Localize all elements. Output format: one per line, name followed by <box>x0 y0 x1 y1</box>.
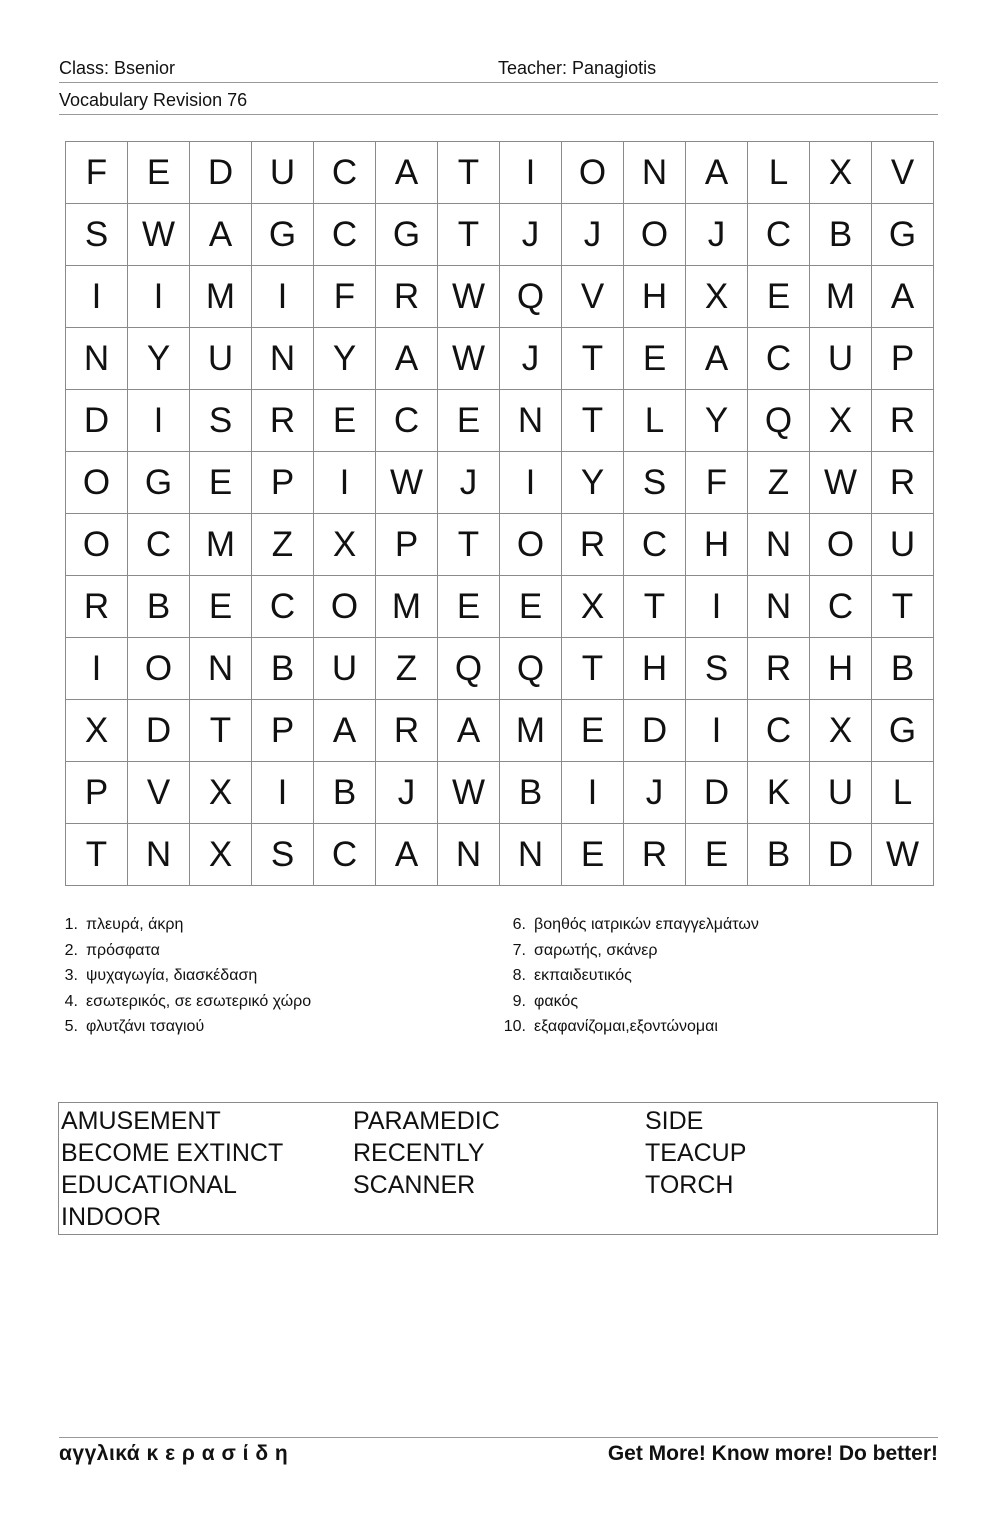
grid-row <box>66 576 934 638</box>
grid-cell[interactable]: P <box>66 762 128 824</box>
grid-cell[interactable]: P <box>376 514 438 576</box>
word-bank-word: TEACUP <box>645 1139 747 1167</box>
clue-text: σαρωτής, σκάνερ <box>534 941 658 959</box>
grid-row <box>66 700 934 762</box>
grid-cell[interactable]: T <box>66 824 128 886</box>
grid-cell[interactable]: S <box>190 390 252 452</box>
word-bank-word: SCANNER <box>353 1171 476 1199</box>
word-search-grid <box>65 141 934 886</box>
footer-slogan: Get More! Know more! Do better! <box>607 1442 938 1465</box>
clue-number: 5. <box>64 1018 78 1035</box>
grid-cell[interactable]: D <box>810 824 872 886</box>
grid-cell[interactable]: E <box>624 328 686 390</box>
clue-text: φλυτζάνι τσαγιού <box>86 1018 205 1035</box>
grid-cell[interactable]: Y <box>314 328 376 390</box>
grid-cell[interactable]: T <box>562 328 624 390</box>
grid-cell[interactable]: A <box>438 700 500 762</box>
grid-cell[interactable]: B <box>252 638 314 700</box>
grid-cell[interactable]: T <box>872 576 934 638</box>
header-row <box>59 58 938 83</box>
grid-cell[interactable]: S <box>686 638 748 700</box>
grid-cell[interactable]: M <box>500 700 562 762</box>
clue-number: 1. <box>64 916 78 933</box>
clue-item <box>496 938 759 964</box>
word-bank-column <box>645 1105 746 1201</box>
clue-text: ψυχαγωγία, διασκέδαση <box>86 967 258 984</box>
grid-cell[interactable]: W <box>438 266 500 328</box>
grid-cell[interactable]: G <box>376 204 438 266</box>
grid-cell[interactable]: R <box>872 390 934 452</box>
grid-cell[interactable]: T <box>624 576 686 638</box>
grid-cell[interactable]: E <box>128 142 190 204</box>
grid-cell[interactable]: O <box>810 514 872 576</box>
grid-cell[interactable]: O <box>66 452 128 514</box>
grid-cell[interactable]: O <box>562 142 624 204</box>
grid-cell[interactable]: A <box>376 824 438 886</box>
grid-cell[interactable]: K <box>748 762 810 824</box>
grid-cell[interactable]: G <box>872 204 934 266</box>
grid-cell[interactable]: C <box>376 390 438 452</box>
grid-cell[interactable]: Q <box>500 638 562 700</box>
grid-cell[interactable]: U <box>190 328 252 390</box>
grid-cell[interactable]: S <box>252 824 314 886</box>
grid-cell[interactable]: H <box>810 638 872 700</box>
grid-row <box>66 762 934 824</box>
grid-row <box>66 638 934 700</box>
grid-cell[interactable]: B <box>128 576 190 638</box>
word-bank-column <box>61 1105 283 1233</box>
clue-number: 10. <box>503 1018 526 1035</box>
grid-row <box>66 390 934 452</box>
grid-cell[interactable]: Z <box>748 452 810 514</box>
class-label: Class: Bsenior <box>59 58 176 78</box>
grid-cell[interactable]: R <box>872 452 934 514</box>
grid-cell[interactable]: B <box>748 824 810 886</box>
grid-cell[interactable]: B <box>314 762 376 824</box>
clue-text: εκπαιδευτικός <box>534 967 632 984</box>
grid-row <box>66 204 934 266</box>
grid-cell[interactable]: U <box>314 638 376 700</box>
grid-cell[interactable]: X <box>314 514 376 576</box>
grid-cell[interactable]: R <box>376 266 438 328</box>
grid-cell[interactable]: I <box>500 142 562 204</box>
grid-cell[interactable]: A <box>686 328 748 390</box>
grid-cell[interactable]: C <box>314 142 376 204</box>
grid-cell[interactable]: X <box>810 700 872 762</box>
grid-cell[interactable]: W <box>872 824 934 886</box>
grid-cell[interactable]: V <box>562 266 624 328</box>
grid-cell[interactable]: D <box>66 390 128 452</box>
clue-text: πρόσφατα <box>86 941 160 959</box>
grid-cell[interactable]: E <box>314 390 376 452</box>
grid-cell[interactable]: W <box>438 328 500 390</box>
grid-row <box>66 514 934 576</box>
grid-cell[interactable]: Y <box>128 328 190 390</box>
grid-cell[interactable]: E <box>562 700 624 762</box>
grid-cell[interactable]: V <box>872 142 934 204</box>
clue-text: φακός <box>534 992 579 1010</box>
clue-list-right <box>496 912 759 1040</box>
grid-cell[interactable]: A <box>376 142 438 204</box>
grid-cell[interactable]: E <box>686 824 748 886</box>
word-bank <box>58 1102 938 1235</box>
grid-cell[interactable]: O <box>66 514 128 576</box>
grid-cell[interactable]: D <box>128 700 190 762</box>
grid-cell[interactable]: C <box>748 204 810 266</box>
grid-cell[interactable]: I <box>66 266 128 328</box>
grid-cell[interactable]: Y <box>686 390 748 452</box>
grid-cell[interactable]: N <box>748 576 810 638</box>
grid-cell[interactable]: Z <box>252 514 314 576</box>
grid-cell[interactable]: I <box>252 762 314 824</box>
word-bank-word: TORCH <box>645 1171 734 1199</box>
clue-number: 8. <box>512 967 526 984</box>
grid-cell[interactable]: N <box>252 328 314 390</box>
grid-cell[interactable]: J <box>500 204 562 266</box>
grid-cell[interactable]: J <box>562 204 624 266</box>
grid-cell[interactable]: N <box>500 390 562 452</box>
grid-cell[interactable]: M <box>190 266 252 328</box>
word-bank-word: INDOOR <box>61 1203 161 1231</box>
grid-cell[interactable]: X <box>810 142 872 204</box>
grid-cell[interactable]: I <box>128 390 190 452</box>
grid-cell[interactable]: S <box>624 452 686 514</box>
clue-item <box>56 938 311 964</box>
grid-row <box>66 824 934 886</box>
grid-cell[interactable]: N <box>128 824 190 886</box>
grid-cell[interactable]: W <box>376 452 438 514</box>
clue-item <box>496 963 759 989</box>
grid-cell[interactable]: C <box>314 824 376 886</box>
grid-cell[interactable]: D <box>624 700 686 762</box>
grid-cell[interactable]: P <box>252 700 314 762</box>
clue-list-left <box>56 912 311 1040</box>
clue-number: 4. <box>64 992 78 1010</box>
grid-cell[interactable]: C <box>252 576 314 638</box>
grid-cell[interactable]: U <box>872 514 934 576</box>
grid-cell[interactable]: O <box>500 514 562 576</box>
grid-cell[interactable]: C <box>624 514 686 576</box>
grid-cell[interactable]: J <box>624 762 686 824</box>
grid-cell[interactable]: U <box>810 762 872 824</box>
grid-cell[interactable]: A <box>314 700 376 762</box>
grid-cell[interactable]: R <box>748 638 810 700</box>
grid-cell[interactable]: Y <box>562 452 624 514</box>
grid-cell[interactable]: I <box>686 700 748 762</box>
clue-item <box>496 1014 759 1040</box>
grid-cell[interactable]: I <box>66 638 128 700</box>
grid-cell[interactable]: W <box>128 204 190 266</box>
grid-cell[interactable]: N <box>438 824 500 886</box>
grid-cell[interactable]: I <box>500 452 562 514</box>
page-title: Vocabulary Revision 76 <box>59 90 248 110</box>
grid-cell[interactable]: X <box>66 700 128 762</box>
grid-cell[interactable]: E <box>562 824 624 886</box>
grid-cell[interactable]: X <box>686 266 748 328</box>
grid-cell[interactable]: A <box>872 266 934 328</box>
grid-cell[interactable]: I <box>314 452 376 514</box>
grid-cell[interactable]: F <box>686 452 748 514</box>
grid-row <box>66 266 934 328</box>
footer-divider <box>59 1437 938 1438</box>
grid-cell[interactable]: F <box>314 266 376 328</box>
word-bank-word: RECENTLY <box>353 1139 485 1167</box>
grid-cell[interactable]: G <box>252 204 314 266</box>
grid-cell[interactable]: C <box>810 576 872 638</box>
clue-item <box>56 989 311 1015</box>
grid-cell[interactable]: R <box>252 390 314 452</box>
clue-number: 2. <box>64 941 78 959</box>
grid-cell[interactable]: E <box>190 452 252 514</box>
grid-cell[interactable]: B <box>500 762 562 824</box>
grid-row <box>66 142 934 204</box>
grid-cell[interactable]: T <box>190 700 252 762</box>
grid-cell[interactable]: W <box>810 452 872 514</box>
grid-cell[interactable]: L <box>748 142 810 204</box>
grid-cell[interactable]: R <box>624 824 686 886</box>
grid-cell[interactable]: E <box>190 576 252 638</box>
grid-cell[interactable]: H <box>624 638 686 700</box>
clue-item <box>56 912 311 938</box>
word-bank-word: BECOME EXTINCT <box>61 1139 284 1167</box>
grid-cell[interactable]: H <box>624 266 686 328</box>
grid-cell[interactable]: Q <box>500 266 562 328</box>
clue-number: 6. <box>512 916 526 933</box>
grid-row <box>66 328 934 390</box>
grid-cell[interactable]: D <box>190 142 252 204</box>
grid-cell[interactable]: I <box>252 266 314 328</box>
grid-cell[interactable]: I <box>128 266 190 328</box>
grid-cell[interactable]: P <box>252 452 314 514</box>
grid-cell[interactable]: C <box>314 204 376 266</box>
grid-cell[interactable]: N <box>190 638 252 700</box>
title-row <box>59 90 938 115</box>
grid-cell[interactable]: P <box>872 328 934 390</box>
word-bank-column <box>353 1105 500 1201</box>
grid-cell[interactable]: J <box>686 204 748 266</box>
grid-cell[interactable]: Q <box>748 390 810 452</box>
clue-item <box>496 989 759 1015</box>
grid-cell[interactable]: I <box>686 576 748 638</box>
clue-item <box>496 912 759 938</box>
grid-cell[interactable]: X <box>190 824 252 886</box>
grid-cell[interactable]: L <box>624 390 686 452</box>
clue-text: εσωτερικός, σε εσωτερικό χώρο <box>86 992 312 1010</box>
grid-cell[interactable]: T <box>438 514 500 576</box>
clue-text: εξαφανίζομαι,εξοντώνομαι <box>534 1018 718 1035</box>
clue-number: 3. <box>64 967 78 984</box>
footer-brand: αγγλικά κ ε ρ α σ ί δ η <box>59 1442 289 1465</box>
grid-cell[interactable]: B <box>810 204 872 266</box>
grid-cell[interactable]: T <box>438 142 500 204</box>
teacher-label: Teacher: Panagiotis <box>498 58 657 78</box>
clue-item <box>56 963 311 989</box>
grid-cell[interactable]: W <box>438 762 500 824</box>
grid-cell[interactable]: I <box>562 762 624 824</box>
grid-cell[interactable]: N <box>66 328 128 390</box>
grid-cell[interactable]: B <box>872 638 934 700</box>
grid-cell[interactable]: D <box>686 762 748 824</box>
grid-cell[interactable]: C <box>128 514 190 576</box>
grid-cell[interactable]: X <box>190 762 252 824</box>
grid-cell[interactable]: L <box>872 762 934 824</box>
grid-cell[interactable]: G <box>128 452 190 514</box>
grid-cell[interactable]: G <box>872 700 934 762</box>
grid-cell[interactable]: R <box>376 700 438 762</box>
grid-cell[interactable]: C <box>748 328 810 390</box>
clue-text: βοηθός ιατρικών επαγγελμάτων <box>534 916 759 933</box>
grid-cell[interactable]: X <box>562 576 624 638</box>
grid-cell[interactable]: X <box>810 390 872 452</box>
grid-cell[interactable]: E <box>500 576 562 638</box>
grid-cell[interactable]: T <box>562 638 624 700</box>
grid-cell[interactable]: S <box>66 204 128 266</box>
grid-cell[interactable]: Z <box>376 638 438 700</box>
grid-cell[interactable]: O <box>128 638 190 700</box>
word-bank-word: EDUCATIONAL <box>61 1171 237 1199</box>
word-bank-word: PARAMEDIC <box>353 1107 500 1135</box>
grid-cell[interactable]: Q <box>438 638 500 700</box>
grid-cell[interactable]: U <box>810 328 872 390</box>
grid-cell[interactable]: A <box>686 142 748 204</box>
grid-cell[interactable]: M <box>810 266 872 328</box>
grid-cell[interactable]: C <box>748 700 810 762</box>
grid-cell[interactable]: T <box>562 390 624 452</box>
grid-cell[interactable]: J <box>500 328 562 390</box>
grid-cell[interactable]: T <box>438 204 500 266</box>
grid-cell[interactable]: E <box>438 576 500 638</box>
grid-cell[interactable]: U <box>252 142 314 204</box>
grid-cell[interactable]: F <box>66 142 128 204</box>
grid-cell[interactable]: H <box>686 514 748 576</box>
grid-cell[interactable]: O <box>314 576 376 638</box>
grid-cell[interactable]: A <box>190 204 252 266</box>
grid-cell[interactable]: M <box>190 514 252 576</box>
clue-item <box>56 1014 311 1040</box>
grid-cell[interactable]: J <box>376 762 438 824</box>
grid-cell[interactable]: E <box>438 390 500 452</box>
clue-text: πλευρά, άκρη <box>86 916 184 933</box>
grid-cell[interactable]: R <box>562 514 624 576</box>
clue-number: 7. <box>512 941 526 959</box>
grid-cell[interactable]: E <box>748 266 810 328</box>
grid-cell[interactable]: M <box>376 576 438 638</box>
grid-cell[interactable]: O <box>624 204 686 266</box>
grid-cell[interactable]: V <box>128 762 190 824</box>
grid-cell[interactable]: J <box>438 452 500 514</box>
word-bank-word: AMUSEMENT <box>61 1107 221 1135</box>
grid-cell[interactable]: R <box>66 576 128 638</box>
grid-cell[interactable]: A <box>376 328 438 390</box>
grid-cell[interactable]: N <box>624 142 686 204</box>
grid-row <box>66 452 934 514</box>
clue-number: 9. <box>512 992 526 1010</box>
grid-cell[interactable]: N <box>500 824 562 886</box>
grid-cell[interactable]: N <box>748 514 810 576</box>
word-bank-word: SIDE <box>645 1107 704 1135</box>
